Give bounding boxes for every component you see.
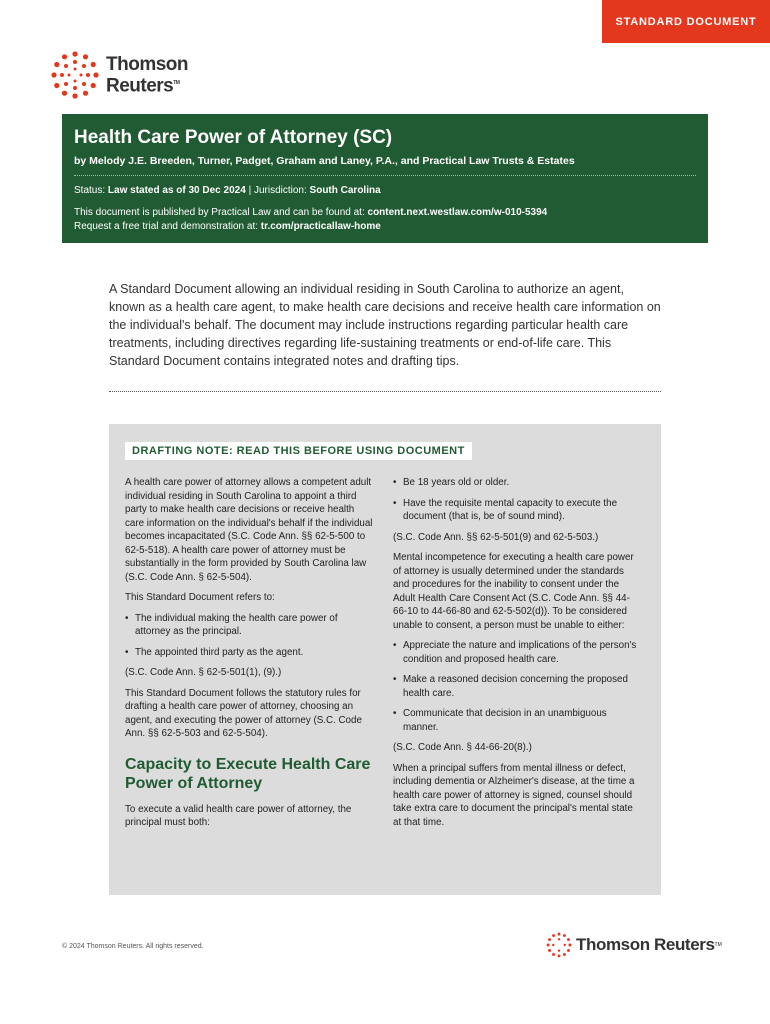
list-item: • The appointed third party as the agent. <box>125 646 373 660</box>
status-separator: | <box>248 185 252 196</box>
trademark: TM <box>173 79 180 86</box>
document-abstract: A Standard Document allowing an individual residing in South Carolina to authorize an agent, known as a health care agent, to make health care decisions and receive health care information on the individual's behalf. The document may include instructions regarding particular health care treatments, including directives regarding life-sustaining treatments or end-of-life care. This Standard Document contains integrated notes and drafting tips. <box>109 282 661 368</box>
paragraph: A health care power of attorney allows a competent adult individual residing in South Carolina to appoint a third party to make health care decisions or receive health care information on the individual's behalf if the individual becomes incapacitated (S.C. Code Ann. §§ 62-5-500 to 62-5-518). A health care power of attorney must be substantially in the form provided by South Carolina law (S.C. Code Ann. § 62-5-504). <box>125 477 373 583</box>
trial-link[interactable]: tr.com/practicallaw-home <box>260 221 381 232</box>
standard-document-badge: STANDARD DOCUMENT <box>602 0 770 43</box>
list-item: • Have the requisite mental capacity to execute the document (that is, be of sound mind). <box>393 497 641 524</box>
bullet-list <box>393 476 641 524</box>
citation: (S.C. Code Ann. § 62-5-501(1), (9).) <box>125 667 282 678</box>
trademark: TM <box>714 942 722 948</box>
list-item: • Appreciate the nature and implications of the person's condition and proposed health care. <box>393 639 641 666</box>
dotted-divider <box>74 175 696 176</box>
abstract-divider <box>109 391 661 392</box>
status-value: Law stated as of 30 Dec 2024 <box>107 185 246 196</box>
logo-line-1: Thomson <box>106 53 188 75</box>
paragraph: This Standard Document follows the statutory rules for drafting a health care power of attorney, choosing an agent, and executing the power of attorney (S.C. Code Ann. §§ 62-5-503 and 62-5-504). <box>125 687 362 739</box>
published-text: This document is published by Practical Law and can be found at: <box>74 207 365 218</box>
paragraph: This Standard Document refers to: <box>125 592 275 603</box>
list-item: • Communicate that decision in an unambiguous manner. <box>393 707 641 734</box>
drafting-note-left-column <box>125 476 373 837</box>
paragraph: Mental incompetence for executing a health care power of attorney is usually determined under the standards and procedures for the inability to consent under the Adult Health Care Consent Act (S.C. Code Ann. §§ 44-66-10 to 44-66-80 and 62-5-502(d)). To be considered unable to consent, a person must be unable to either: <box>393 552 634 631</box>
section-heading: Capacity to Execute Health Care Power of Attorney <box>125 755 371 792</box>
document-header-banner <box>62 114 708 243</box>
jurisdiction-value: South Carolina <box>309 185 381 196</box>
byline: by Melody J.E. Breeden, Turner, Padget, Graham and Laney, P.A., and Practical Law Trusts & Estates <box>74 155 575 167</box>
publication-info <box>74 206 696 234</box>
footer-logo <box>546 932 722 958</box>
thomson-reuters-logo <box>50 50 188 100</box>
status-line <box>74 184 696 198</box>
drafting-note-box <box>109 424 661 895</box>
document-title: Health Care Power of Attorney (SC) <box>74 127 393 148</box>
logo-line-2: Reuters <box>106 75 174 97</box>
paragraph: When a principal suffers from mental illness or defect, including dementia or Alzheimer's disease, at the time a health care power of attorney is signed, counsel should take extra care to document the principal's mental state at that time. <box>393 762 635 828</box>
trial-text: Request a free trial and demonstration at: <box>74 221 258 232</box>
citation: (S.C. Code Ann. §§ 62-5-501(9) and 62-5-503.) <box>393 531 599 543</box>
paragraph: To execute a valid health care power of attorney, the principal must both: <box>125 803 352 828</box>
published-link[interactable]: content.next.westlaw.com/w-010-5394 <box>367 207 548 218</box>
jurisdiction-label: Jurisdiction: <box>253 185 307 196</box>
list-item: • Be 18 years old or older. <box>393 476 641 490</box>
bullet-list <box>393 639 641 734</box>
footer-brand-name: Thomson Reuters <box>576 935 715 954</box>
drafting-note-right-column <box>393 476 641 836</box>
bullet-list <box>125 612 373 660</box>
list-item: • Make a reasoned decision concerning the proposed health care. <box>393 673 641 700</box>
list-item: • The individual making the health care power of attorney as the principal. <box>125 612 373 639</box>
thomson-reuters-logo-icon <box>50 50 100 100</box>
drafting-note-title: DRAFTING NOTE: READ THIS BEFORE USING DOCUMENT <box>125 442 472 460</box>
citation: (S.C. Code Ann. § 44-66-20(8).) <box>393 742 532 753</box>
copyright-notice: © 2024 Thomson Reuters. All rights reserved. <box>62 943 204 950</box>
status-label: Status: <box>74 185 106 196</box>
thomson-reuters-logo-icon <box>546 932 572 958</box>
